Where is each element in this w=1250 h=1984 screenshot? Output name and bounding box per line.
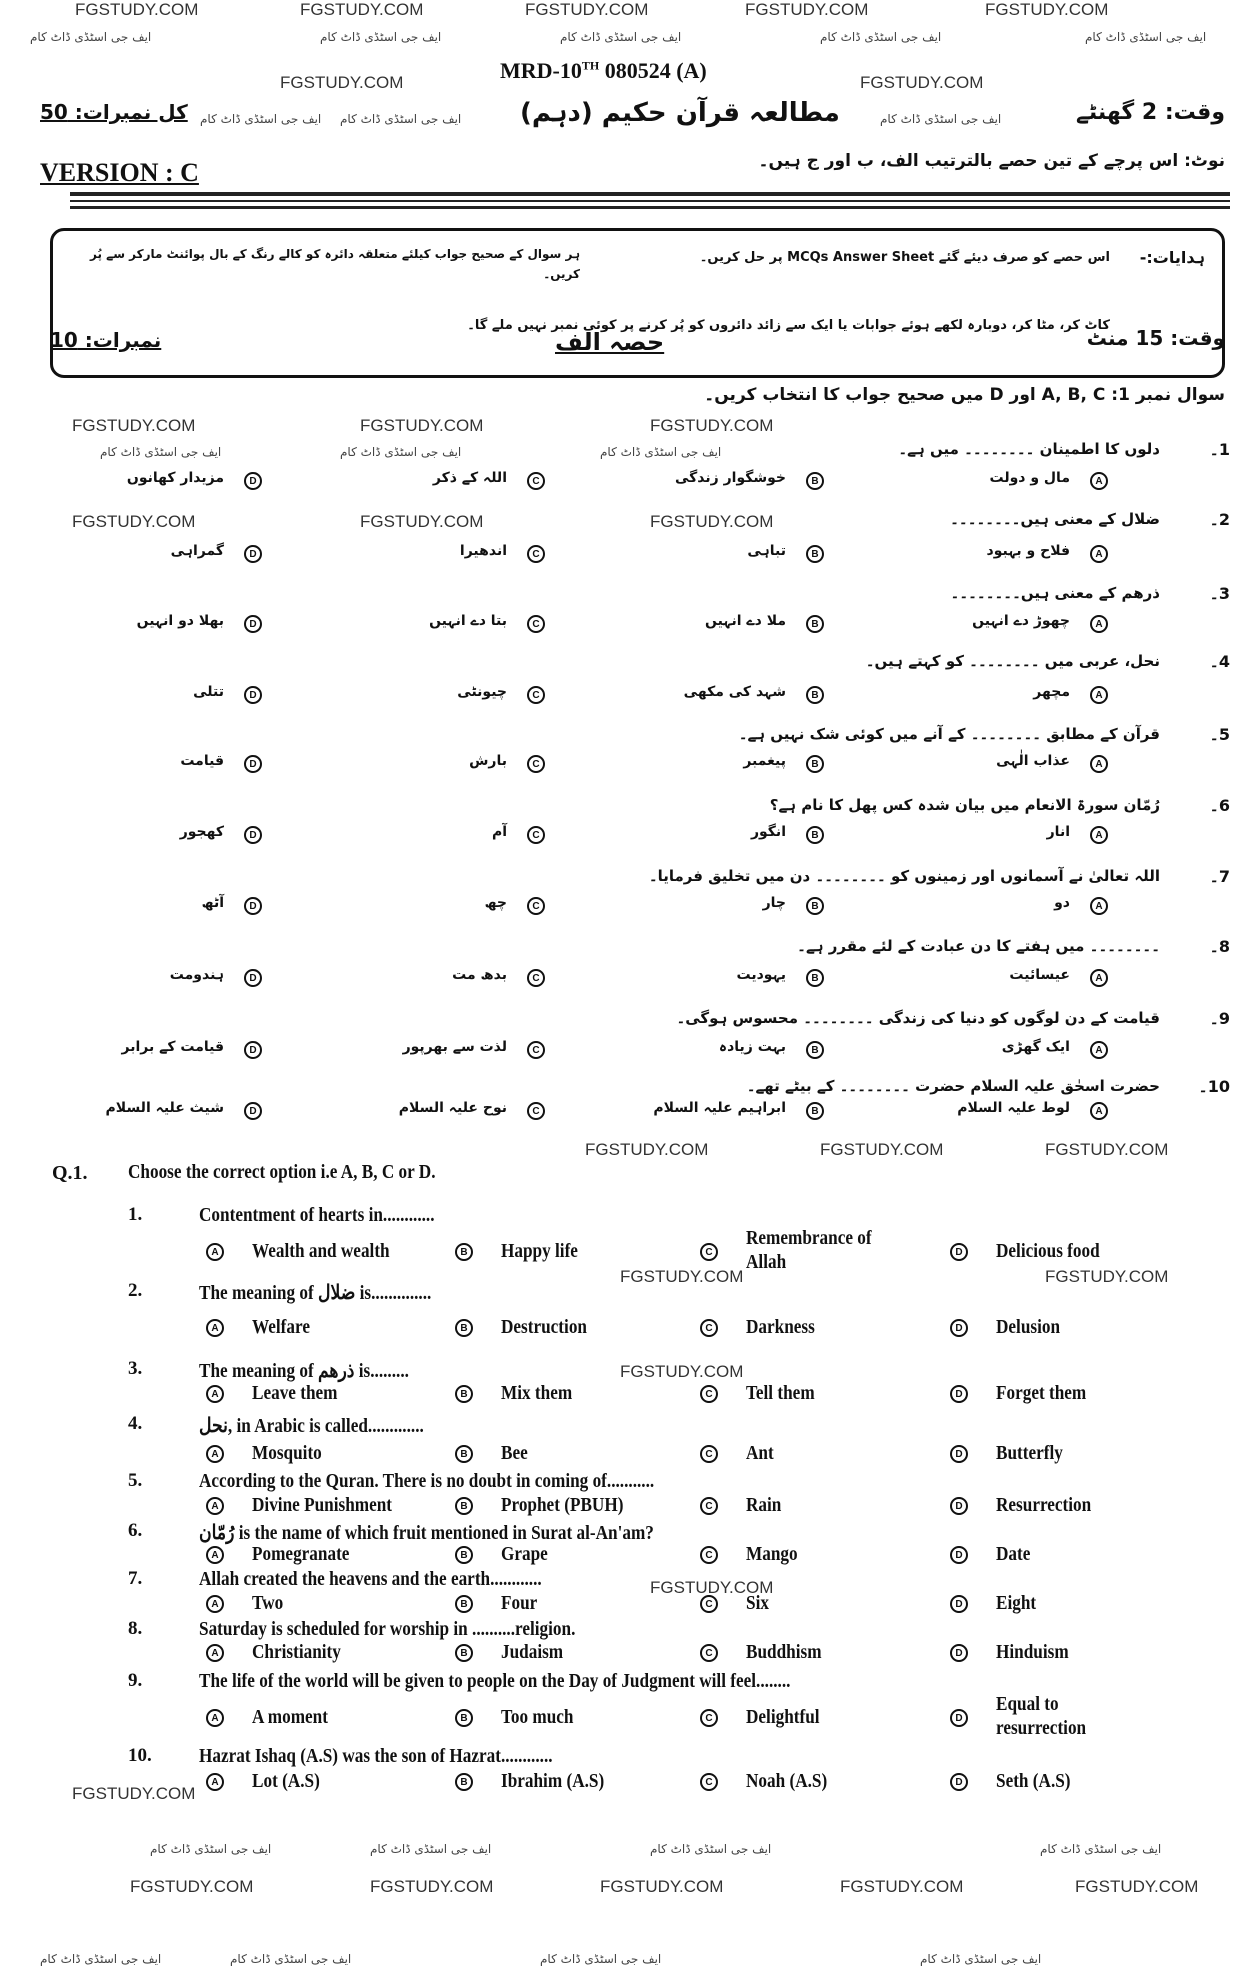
urdu-option-text: ابراہیم علیہ السلام <box>653 1100 786 1116</box>
option-bubble-d: D <box>950 1773 968 1791</box>
option-bubble-d: D <box>244 1102 262 1120</box>
urdu-option-text: اللہ کے ذکر <box>432 470 507 486</box>
urdu-option-text: قیامت کے برابر <box>121 1039 224 1055</box>
urdu-option-text: بارش <box>469 753 507 769</box>
english-option-text: Noah (A.S) <box>746 1770 828 1792</box>
option-bubble-c: C <box>700 1243 718 1261</box>
option-bubble-a: A <box>206 1319 224 1337</box>
urdu-question-text: دلوں کا اطمینان ۔۔۔۔۔۔۔۔ میں ہے۔ <box>898 440 1160 458</box>
english-option-text: Seth (A.S) <box>996 1770 1071 1792</box>
urdu-question-text: ضلال کے معنی ہیں۔۔۔۔۔۔۔۔ <box>950 510 1160 528</box>
urdu-question-text: نحل، عربی میں ۔۔۔۔۔۔۔۔ کو کہتے ہیں۔ <box>865 652 1160 670</box>
option-bubble-b: B <box>806 969 824 987</box>
english-question-number: 9. <box>128 1670 143 1691</box>
urdu-question-number: 2۔ <box>1209 510 1230 529</box>
watermark-text: FGSTUDY.COM <box>360 416 484 435</box>
option-bubble-a: A <box>206 1595 224 1613</box>
urdu-option-text: چیونٹی <box>457 684 507 700</box>
watermark-text: FGSTUDY.COM <box>72 1784 196 1803</box>
urdu-option-text: عیسائیت <box>1009 967 1070 983</box>
section-title: حصہ الف <box>555 328 665 356</box>
urdu-option-text: شہد کی مکھی <box>683 684 786 700</box>
urdu-option-text: آٹھ <box>201 895 224 911</box>
english-option-text: Forget them <box>996 1382 1087 1404</box>
option-bubble-d: D <box>950 1497 968 1515</box>
option-bubble-a: A <box>1090 615 1108 633</box>
option-bubble-c: C <box>527 826 545 844</box>
urdu-question-text: قیامت کے دن لوگوں کو دنیا کی زندگی ۔۔۔۔۔۔۔۔ محسوس ہوگی۔ <box>676 1009 1160 1027</box>
watermark-text-urdu: ایف جی اسٹڈی ڈاٹ کام <box>150 1842 272 1856</box>
option-bubble-a: A <box>206 1445 224 1463</box>
watermark-text: FGSTUDY.COM <box>860 73 984 92</box>
watermark-text: FGSTUDY.COM <box>130 1877 254 1896</box>
urdu-option-text: دو <box>1054 895 1070 911</box>
urdu-question-text: قرآن کے مطابق ۔۔۔۔۔۔۔۔ کے آنے میں کوئی شک نہیں ہے۔ <box>738 725 1160 743</box>
english-option-text: Destruction <box>501 1316 587 1338</box>
option-bubble-c: C <box>527 897 545 915</box>
option-bubble-c: C <box>700 1546 718 1564</box>
english-option-text: Four <box>501 1592 538 1614</box>
english-option-text: Tell them <box>746 1382 815 1404</box>
option-bubble-c: C <box>700 1319 718 1337</box>
english-instruction: Choose the correct option i.e A, B, C or D. <box>128 1161 436 1183</box>
option-bubble-a: A <box>206 1497 224 1515</box>
option-bubble-c: C <box>527 1041 545 1059</box>
urdu-option-text: یہودیت <box>736 967 786 983</box>
urdu-option-text: کھجور <box>179 824 224 840</box>
option-bubble-c: C <box>527 545 545 563</box>
urdu-option-text: بھلا دو انہیں <box>136 613 224 629</box>
english-option-text: A moment <box>252 1706 328 1728</box>
urdu-option-text: مال و دولت <box>989 470 1070 486</box>
english-option-text: Divine Punishment <box>252 1494 393 1516</box>
option-bubble-b: B <box>806 755 824 773</box>
option-bubble-a: A <box>206 1773 224 1791</box>
option-bubble-d: D <box>244 969 262 987</box>
watermark-text: FGSTUDY.COM <box>650 512 774 531</box>
option-bubble-a: A <box>206 1385 224 1403</box>
urdu-option-text: قیامت <box>180 753 224 769</box>
english-option-text: Delusion <box>996 1316 1061 1338</box>
english-question-number: 8. <box>128 1618 143 1639</box>
english-option-text: Equal to resurrection <box>996 1693 1087 1739</box>
option-bubble-d: D <box>244 826 262 844</box>
option-bubble-c: C <box>527 472 545 490</box>
instruction-item: ہر سوال کے صحیح جواب کیلئے متعلقہ دائرہ کو کالے رنگ کے بال پوائنٹ مارکر سے پُر کریں۔ <box>90 247 580 281</box>
option-bubble-c: C <box>700 1497 718 1515</box>
english-question-number: 4. <box>128 1413 143 1434</box>
option-bubble-c: C <box>700 1445 718 1463</box>
urdu-option-text: انگور <box>750 824 786 840</box>
english-question-text: According to the Quran. There is no doubt in coming of........... <box>199 1470 655 1492</box>
paper-code-rest: 080524 (A) <box>604 58 707 83</box>
option-bubble-b: B <box>806 615 824 633</box>
urdu-question-number: 10۔ <box>1198 1077 1230 1096</box>
watermark-text-urdu: ایف جی اسٹڈی ڈاٹ کام <box>100 445 222 459</box>
english-question-text: رُمّان is the name of which fruit mentioned in Surat al-An'am? <box>199 1522 654 1544</box>
urdu-question-text: حضرت اسحٰق علیہ السلام حضرت ۔۔۔۔۔۔۔۔ کے بیٹے تھے۔ <box>746 1077 1160 1095</box>
option-bubble-b: B <box>455 1644 473 1662</box>
option-bubble-b: B <box>455 1773 473 1791</box>
option-bubble-b: B <box>455 1595 473 1613</box>
option-bubble-a: A <box>206 1709 224 1727</box>
english-option-text: Mix them <box>501 1382 573 1404</box>
option-bubble-c: C <box>700 1595 718 1613</box>
english-question-text: The meaning of ضلال is.............. <box>199 1282 432 1304</box>
watermark-text: FGSTUDY.COM <box>1075 1877 1199 1896</box>
english-option-text: Eight <box>996 1592 1037 1614</box>
watermark-text-urdu: ایف جی اسٹڈی ڈاٹ کام <box>40 1952 162 1966</box>
urdu-option-text: اندھیرا <box>459 543 507 559</box>
option-bubble-b: B <box>806 472 824 490</box>
english-question-label: Q.1. <box>52 1162 88 1184</box>
paper-code-main: MRD-10 <box>500 58 582 83</box>
option-bubble-b: B <box>455 1243 473 1261</box>
option-bubble-d: D <box>244 897 262 915</box>
urdu-option-text: آم <box>491 824 507 840</box>
watermark-text: FGSTUDY.COM <box>620 1267 744 1286</box>
watermark-text-urdu: ایف جی اسٹڈی ڈاٹ کام <box>200 112 322 126</box>
option-bubble-a: A <box>1090 472 1108 490</box>
option-bubble-c: C <box>527 1102 545 1120</box>
watermark-text-urdu: ایف جی اسٹڈی ڈاٹ کام <box>600 445 722 459</box>
option-bubble-d: D <box>244 545 262 563</box>
english-option-text: Delicious food <box>996 1240 1100 1262</box>
option-bubble-b: B <box>455 1385 473 1403</box>
english-option-text: Christianity <box>252 1641 341 1663</box>
option-bubble-c: C <box>527 969 545 987</box>
watermark-text-urdu: ایف جی اسٹڈی ڈاٹ کام <box>370 1842 492 1856</box>
english-option-text: Rain <box>746 1494 782 1516</box>
option-bubble-d: D <box>950 1243 968 1261</box>
english-question-text: Allah created the heavens and the earth............ <box>199 1568 542 1590</box>
watermark-text: FGSTUDY.COM <box>360 512 484 531</box>
watermark-text: FGSTUDY.COM <box>820 1140 944 1159</box>
option-bubble-d: D <box>244 686 262 704</box>
english-option-text: Judaism <box>501 1641 564 1663</box>
english-question-number: 7. <box>128 1568 143 1589</box>
option-bubble-a: A <box>1090 969 1108 987</box>
option-bubble-b: B <box>455 1709 473 1727</box>
watermark-text-urdu: ایف جی اسٹڈی ڈاٹ کام <box>30 30 152 44</box>
watermark-text: FGSTUDY.COM <box>75 0 199 19</box>
urdu-option-text: ملا دے انہیں <box>704 613 786 629</box>
watermark-text-urdu: ایف جی اسٹڈی ڈاٹ کام <box>1040 1842 1162 1856</box>
watermark-text: FGSTUDY.COM <box>600 1877 724 1896</box>
urdu-question-text: رُمّان سورۃ الانعام میں بیان شدہ کس پھل کا نام ہے؟ <box>769 796 1160 814</box>
option-bubble-a: A <box>1090 545 1108 563</box>
english-option-text: Happy life <box>501 1240 578 1262</box>
english-option-text: Darkness <box>746 1316 815 1338</box>
watermark-text-urdu: ایف جی اسٹڈی ڈاٹ کام <box>650 1842 772 1856</box>
english-question-text: Saturday is scheduled for worship in ..........religion. <box>199 1618 576 1640</box>
english-option-text: Lot (A.S) <box>252 1770 320 1792</box>
urdu-question-text: اللہ تعالیٰ نے آسمانوں اور زمینوں کو ۔۔۔۔۔۔۔۔ دن میں تخلیق فرمایا۔ <box>648 867 1160 885</box>
urdu-option-text: مزیدار کھانوں <box>126 470 224 486</box>
note-text: نوٹ: اس پرچے کے تین حصے بالترتیب الف، ب اور ج ہیں۔ <box>758 151 1225 171</box>
urdu-question-number: 1۔ <box>1209 440 1230 459</box>
english-option-text: Bee <box>501 1442 528 1464</box>
question-1-urdu-heading: سوال نمبر 1: A, B, C اور D میں صحیح جواب کا انتخاب کریں۔ <box>704 385 1225 405</box>
option-bubble-a: A <box>206 1644 224 1662</box>
english-question-text: The life of the world will be given to people on the Day of Judgment will feel........ <box>199 1670 791 1692</box>
watermark-text-urdu: ایف جی اسٹڈی ڈاٹ کام <box>1085 30 1207 44</box>
english-option-text: Pomegranate <box>252 1543 350 1565</box>
english-option-text: Mango <box>746 1543 798 1565</box>
option-bubble-d: D <box>950 1709 968 1727</box>
urdu-option-text: ہندومت <box>169 967 224 983</box>
watermark-text: FGSTUDY.COM <box>370 1877 494 1896</box>
urdu-option-text: مچھر <box>1033 684 1070 700</box>
version-label: VERSION : C <box>40 158 199 187</box>
watermark-text: FGSTUDY.COM <box>745 0 869 19</box>
option-bubble-d: D <box>950 1319 968 1337</box>
english-option-text: Prophet (PBUH) <box>501 1494 624 1516</box>
urdu-option-text: لذت سے بھرپور <box>402 1039 507 1055</box>
header-divider-2 <box>70 200 1230 202</box>
english-option-text: Delightful <box>746 1706 820 1728</box>
english-question-number: 10. <box>128 1745 152 1766</box>
english-option-text: Leave them <box>252 1382 338 1404</box>
option-bubble-b: B <box>455 1546 473 1564</box>
english-option-text: Too much <box>501 1706 574 1728</box>
english-question-number: 5. <box>128 1470 143 1491</box>
time-allowed: وقت: 2 گھنٹے <box>1076 100 1225 125</box>
urdu-option-text: بہت زیادہ <box>718 1039 786 1055</box>
option-bubble-b: B <box>455 1497 473 1515</box>
watermark-text: FGSTUDY.COM <box>280 73 404 92</box>
option-bubble-b: B <box>806 545 824 563</box>
english-question-text: The meaning of ذرھم is......... <box>199 1360 409 1382</box>
urdu-option-text: فلاح و بہبود <box>986 543 1070 559</box>
urdu-option-text: نوح علیہ السلام <box>398 1100 507 1116</box>
watermark-text-urdu: ایف جی اسٹڈی ڈاٹ کام <box>880 112 1002 126</box>
urdu-question-number: 3۔ <box>1209 584 1230 603</box>
urdu-option-text: ایک گھڑی <box>1001 1039 1070 1055</box>
option-bubble-c: C <box>700 1709 718 1727</box>
urdu-question-number: 6۔ <box>1209 796 1230 815</box>
option-bubble-d: D <box>950 1445 968 1463</box>
english-question-text: Hazrat Ishaq (A.S) was the son of Hazrat............ <box>199 1745 553 1767</box>
urdu-question-number: 7۔ <box>1209 867 1230 886</box>
option-bubble-d: D <box>950 1595 968 1613</box>
english-option-text: Resurrection <box>996 1494 1092 1516</box>
english-option-text: Remembrance of Allah <box>746 1227 872 1273</box>
option-bubble-b: B <box>806 1102 824 1120</box>
urdu-option-text: خوشگوار زندگی <box>675 470 786 486</box>
english-option-text: Ibrahim (A.S) <box>501 1770 605 1792</box>
english-option-text: Date <box>996 1543 1031 1565</box>
paper-title: مطالعہ قرآن حکیم (دہم) <box>520 98 840 128</box>
urdu-question-text: ذرھم کے معنی ہیں۔۔۔۔۔۔۔۔ <box>950 584 1160 602</box>
english-option-text: Ant <box>746 1442 774 1464</box>
urdu-question-number: 8۔ <box>1209 937 1230 956</box>
watermark-text-urdu: ایف جی اسٹڈی ڈاٹ کام <box>540 1952 662 1966</box>
urdu-option-text: بتا دے انہیں <box>429 613 507 629</box>
urdu-question-text: ۔۔۔۔۔۔۔۔ میں ہفتے کا دن عبادت کے لئے مقرر ہے۔ <box>797 937 1160 955</box>
urdu-question-number: 4۔ <box>1209 652 1230 671</box>
watermark-text-urdu: ایف جی اسٹڈی ڈاٹ کام <box>230 1952 352 1966</box>
option-bubble-c: C <box>527 755 545 773</box>
option-bubble-c: C <box>700 1644 718 1662</box>
option-bubble-d: D <box>950 1546 968 1564</box>
option-bubble-c: C <box>527 615 545 633</box>
urdu-option-text: پیغمبر <box>743 753 786 769</box>
urdu-option-text: تباہی <box>747 543 786 559</box>
urdu-option-text: چھ <box>484 895 507 911</box>
english-option-text: Two <box>252 1592 284 1614</box>
watermark-text: FGSTUDY.COM <box>300 0 424 19</box>
english-option-text: Wealth and wealth <box>252 1240 390 1262</box>
urdu-option-text: انار <box>1046 824 1070 840</box>
watermark-text: FGSTUDY.COM <box>525 0 649 19</box>
section-marks: نمبرات: 10 <box>50 328 162 352</box>
option-bubble-b: B <box>806 897 824 915</box>
urdu-option-text: چھوڑ دے انہیں <box>972 613 1070 629</box>
watermark-text-urdu: ایف جی اسٹڈی ڈاٹ کام <box>820 30 942 44</box>
english-option-text: Welfare <box>252 1316 310 1338</box>
option-bubble-d: D <box>244 1041 262 1059</box>
watermark-text: FGSTUDY.COM <box>620 1362 744 1381</box>
urdu-option-text: عذاب الٰہی <box>996 753 1070 769</box>
english-question-number: 6. <box>128 1520 143 1541</box>
english-option-text: Mosquito <box>252 1442 322 1464</box>
watermark-text-urdu: ایف جی اسٹڈی ڈاٹ کام <box>340 112 462 126</box>
option-bubble-a: A <box>206 1243 224 1261</box>
english-option-text: Six <box>746 1592 769 1614</box>
option-bubble-a: A <box>206 1546 224 1564</box>
instruction-item: اس حصے کو صرف دیئے گئے MCQs Answer Sheet پر حل کریں۔ <box>699 250 1110 265</box>
option-bubble-d: D <box>244 472 262 490</box>
header-divider-3 <box>70 206 1230 209</box>
watermark-text: FGSTUDY.COM <box>1045 1140 1169 1159</box>
option-bubble-d: D <box>244 755 262 773</box>
paper-code-sup: TH <box>581 58 600 73</box>
watermark-text: FGSTUDY.COM <box>985 0 1109 19</box>
option-bubble-c: C <box>700 1385 718 1403</box>
urdu-option-text: چار <box>762 895 786 911</box>
option-bubble-a: A <box>1090 755 1108 773</box>
watermark-text: FGSTUDY.COM <box>650 1578 774 1597</box>
watermark-text-urdu: ایف جی اسٹڈی ڈاٹ کام <box>320 30 442 44</box>
english-option-text: Hinduism <box>996 1641 1069 1663</box>
option-bubble-b: B <box>806 826 824 844</box>
total-marks: کل نمبرات: 50 <box>40 100 188 124</box>
watermark-text: FGSTUDY.COM <box>585 1140 709 1159</box>
urdu-option-text: لوط علیہ السلام <box>957 1100 1070 1116</box>
urdu-question-number: 5۔ <box>1209 725 1230 744</box>
instruction-item: کاٹ کر، مٹا کر، دوبارہ لکھے ہوئے جوابات یا ایک سے زائد دائروں کو پُر کرنے پر کوئی نمبر نہیں ملے گا۔ <box>467 318 1110 333</box>
section-time: وقت: 15 منٹ <box>1086 326 1225 350</box>
watermark-text: FGSTUDY.COM <box>840 1877 964 1896</box>
option-bubble-b: B <box>806 686 824 704</box>
option-bubble-b: B <box>806 1041 824 1059</box>
watermark-text-urdu: ایف جی اسٹڈی ڈاٹ کام <box>920 1952 1042 1966</box>
option-bubble-d: D <box>950 1385 968 1403</box>
option-bubble-b: B <box>455 1445 473 1463</box>
urdu-option-text: شیث علیہ السلام <box>105 1100 224 1116</box>
watermark-text: FGSTUDY.COM <box>72 416 196 435</box>
urdu-question-number: 9۔ <box>1209 1009 1230 1028</box>
option-bubble-a: A <box>1090 826 1108 844</box>
option-bubble-a: A <box>1090 897 1108 915</box>
urdu-option-text: تتلی <box>193 684 224 700</box>
english-option-text: Butterfly <box>996 1442 1063 1464</box>
option-bubble-d: D <box>950 1644 968 1662</box>
urdu-option-text: گمراہی <box>170 543 224 559</box>
paper-code <box>500 58 707 84</box>
option-bubble-a: A <box>1090 686 1108 704</box>
watermark-text-urdu: ایف جی اسٹڈی ڈاٹ کام <box>560 30 682 44</box>
english-question-number: 2. <box>128 1280 143 1301</box>
english-question-text: نحل, in Arabic is called............. <box>199 1415 424 1437</box>
english-option-text: Buddhism <box>746 1641 822 1663</box>
option-bubble-a: A <box>1090 1041 1108 1059</box>
english-question-number: 3. <box>128 1358 143 1379</box>
option-bubble-a: A <box>1090 1102 1108 1120</box>
header-divider <box>70 192 1230 196</box>
option-bubble-c: C <box>527 686 545 704</box>
watermark-text: FGSTUDY.COM <box>72 512 196 531</box>
watermark-text: FGSTUDY.COM <box>1045 1267 1169 1286</box>
instructions-label: ہدایات:- <box>1139 248 1205 267</box>
option-bubble-b: B <box>455 1319 473 1337</box>
english-option-text: Grape <box>501 1543 548 1565</box>
urdu-option-text: بدھ مت <box>452 967 507 983</box>
english-question-text: Contentment of hearts in............ <box>199 1204 435 1226</box>
option-bubble-c: C <box>700 1773 718 1791</box>
watermark-text: FGSTUDY.COM <box>650 416 774 435</box>
option-bubble-d: D <box>244 615 262 633</box>
english-question-number: 1. <box>128 1204 143 1225</box>
watermark-text-urdu: ایف جی اسٹڈی ڈاٹ کام <box>340 445 462 459</box>
